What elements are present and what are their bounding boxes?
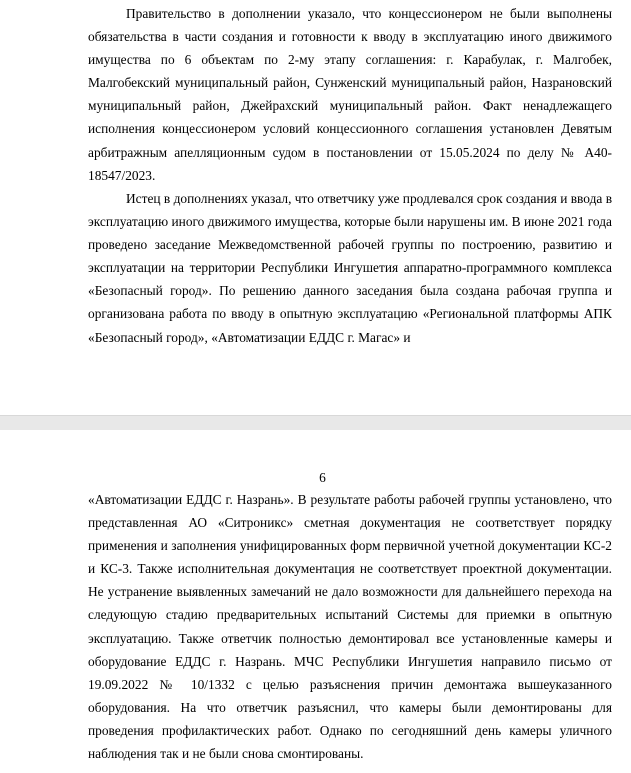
- paragraph-plaintiff-addendum: Истец в дополнениях указал, что ответчику уже продлевался срок создания и ввода в эксплуатацию иного движимого имущества, которые были нарушены им. В июне 2021 года проведено заседание Межведомственной рабочей группы по построению, развитию и эксплуатации на территории Республики Ингушетия аппаратно-программного комплекса «Безопасный город». По решению данного заседания была создана рабочая группа и организована работа по вводу в опытную эксплуатацию «Региональной платформы АПК «Безопасный город», «Автоматизации ЕДДС г. Магас» и: [88, 191, 613, 345]
- paragraph-government-addendum: Правительство в дополнении указало, что концессионером не были выполнены обязательства в части создания и готовности к вводу в эксплуатацию иного движимого имущества по 6 объектам по 2-му этапу соглашения: г. Карабулак, г. Малгобек, Малгобекский муниципальный район, Сунженский муниципальный район, Назрановский муниципальный район, Джейрахский муниципальный район. Факт ненадлежащего исполнения концессионером условий концессионного соглашения установлен Девятым арбитражным апелляционным судом в постановлении от 15.05.2024 по делу № А40-18547/2023.: [88, 6, 612, 183]
- document-page-bottom: [0, 430, 631, 773]
- page-separator: [0, 415, 631, 431]
- page-number: 6: [319, 470, 326, 485]
- paragraph-continuation: «Автоматизации ЕДДС г. Назрань». В результате работы рабочей группы установлено, что представленная АО «Ситроникс» сметная документация не соответствует порядку применения и заполнения унифицированных форм первичной учетной документации КС-2 и КС-3. Также исполнительная документация не соответствует проектной документации. Не устранение выявленных замечаний не дало возможности для дальнейшего перехода на следующую стадию предварительных испытаний Системы для приемки в опытную эксплуатацию. Также ответчик полностью демонтировал все установленные камеры и оборудование ЕДДС г. Назрань. МЧС Республики Ингушетия направило письмо от 19.09.2022 № 10/1332 с целью разъяснения причин демонтажа вышеуказанного оборудования. На что ответчик разъяснил, что камеры были демонтированы для проведения профилактических работ. Однако по сегодняшний день камеры уличного наблюдения так и не были снова смонтированы.: [88, 492, 612, 762]
